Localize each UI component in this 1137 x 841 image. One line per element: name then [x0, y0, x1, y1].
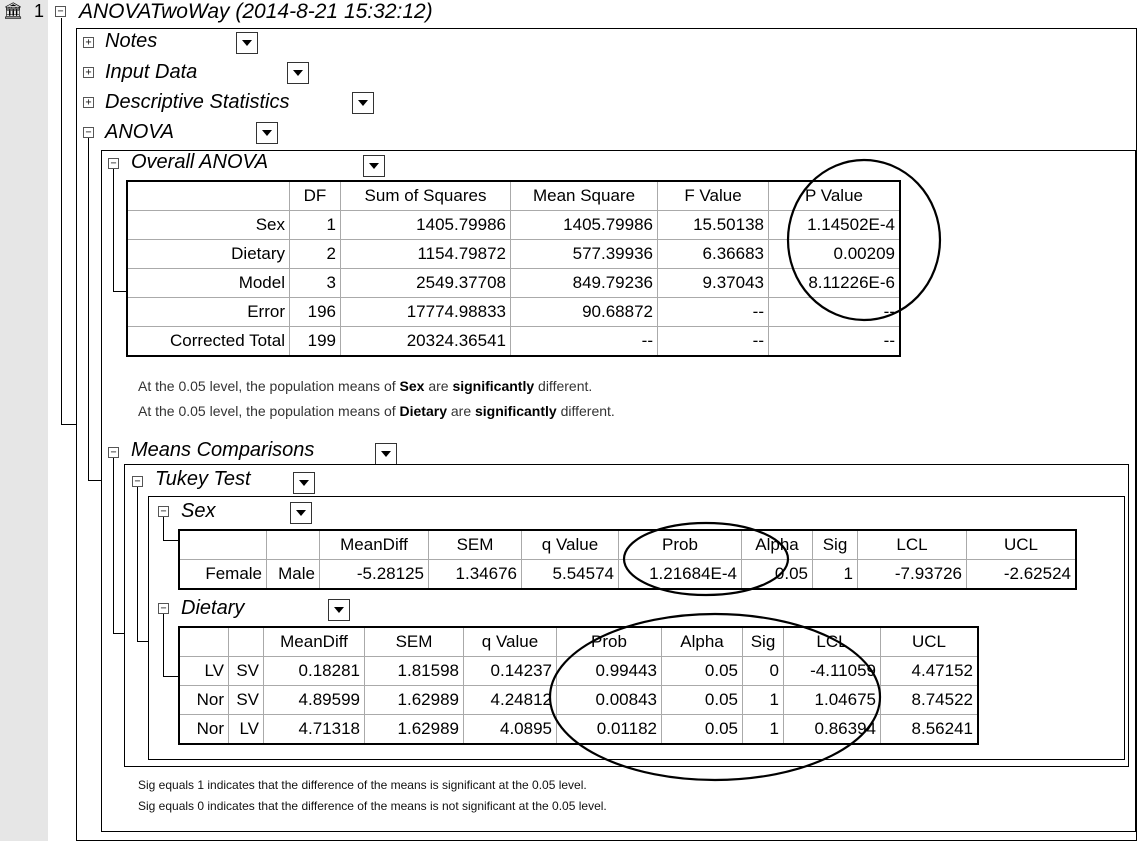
- table-cell: 0.01182: [557, 715, 662, 745]
- table-cell: 0.18281: [264, 657, 365, 686]
- sex-subsection-title: Sex: [181, 500, 216, 522]
- report-title: ANOVATwoWay (2014-8-21 15:32:12): [79, 0, 433, 23]
- table-cell: --: [769, 298, 901, 327]
- table-cell: -2.62524: [967, 560, 1077, 590]
- section-anova[interactable]: ANOVA: [105, 121, 174, 143]
- header-cell: LCL: [858, 530, 967, 560]
- table-cell: 1.34676: [429, 560, 522, 590]
- collapse-tukey-icon[interactable]: −: [132, 476, 143, 487]
- table-cell: 0.86394: [784, 715, 881, 745]
- row-header-cell: Corrected Total: [127, 327, 290, 357]
- table-cell: 1: [813, 560, 858, 590]
- table-cell: 5.54574: [522, 560, 619, 590]
- header-cell: MeanDiff: [320, 530, 429, 560]
- table-cell: 8.74522: [881, 686, 979, 715]
- table-cell: 196: [290, 298, 341, 327]
- table-cell: 15.50138: [658, 211, 769, 240]
- section-input-data[interactable]: Input Data: [105, 61, 198, 83]
- header-cell: UCL: [881, 627, 979, 657]
- table-cell: 1.62989: [365, 686, 464, 715]
- table-cell: 849.79236: [511, 269, 658, 298]
- table-cell: 577.39936: [511, 240, 658, 269]
- header-cell: Mean Square: [511, 181, 658, 211]
- header-cell: q Value: [464, 627, 557, 657]
- table-cell: 6.36683: [658, 240, 769, 269]
- header-cell: MeanDiff: [264, 627, 365, 657]
- header-cell: q Value: [522, 530, 619, 560]
- table-cell: 4.47152: [881, 657, 979, 686]
- header-cell: UCL: [967, 530, 1077, 560]
- table-cell: 1.14502E-4: [769, 211, 901, 240]
- row-header-cell: Nor: [179, 686, 229, 715]
- row-header-cell: LV: [179, 657, 229, 686]
- table-cell: 0.99443: [557, 657, 662, 686]
- table-cell: -4.11059: [784, 657, 881, 686]
- header-cell: P Value: [769, 181, 901, 211]
- significance-note-dietary: At the 0.05 level, the population means of Dietary are significantly different.: [138, 403, 615, 419]
- table-cell: 2549.37708: [341, 269, 511, 298]
- table-cell: 1.21684E-4: [619, 560, 742, 590]
- header-cell: SEM: [429, 530, 522, 560]
- row-header-cell: Nor: [179, 715, 229, 745]
- table-cell: 1405.79986: [511, 211, 658, 240]
- table-cell: 2: [290, 240, 341, 269]
- table-cell: 1.81598: [365, 657, 464, 686]
- table-cell: --: [658, 298, 769, 327]
- collapse-means-comparisons-icon[interactable]: −: [108, 447, 119, 458]
- row-header-cell: Sex: [127, 211, 290, 240]
- row-header-cell: Male: [267, 560, 320, 590]
- table-cell: 8.11226E-6: [769, 269, 901, 298]
- table-cell: 3: [290, 269, 341, 298]
- table-cell: 1.62989: [365, 715, 464, 745]
- significance-note-sex: At the 0.05 level, the population means of Sex are significantly different.: [138, 378, 593, 394]
- table-cell: 1: [743, 715, 784, 745]
- collapse-dietary-icon[interactable]: −: [158, 603, 169, 614]
- table-cell: 199: [290, 327, 341, 357]
- table-cell: 0.05: [662, 686, 743, 715]
- row-number: 1: [34, 1, 45, 21]
- table-cell: 0.05: [662, 657, 743, 686]
- section-descriptive-statistics[interactable]: Descriptive Statistics: [105, 91, 290, 113]
- table-cell: 1405.79986: [341, 211, 511, 240]
- header-cell: Prob: [557, 627, 662, 657]
- table-cell: 0.05: [742, 560, 813, 590]
- table-cell: 1: [743, 686, 784, 715]
- table-cell: 0.00209: [769, 240, 901, 269]
- collapse-anova-icon[interactable]: −: [83, 127, 94, 138]
- header-cell: F Value: [658, 181, 769, 211]
- header-cell: Sum of Squares: [341, 181, 511, 211]
- pvalue-highlight-circle: [788, 160, 940, 320]
- header-cell: SEM: [365, 627, 464, 657]
- footnote-sig-1: Sig equals 1 indicates that the difference of the means is significant at the 0.05 level.: [138, 778, 587, 792]
- table-cell: 1.04675: [784, 686, 881, 715]
- means-comparisons-title: Means Comparisons: [131, 439, 315, 461]
- table-cell: 90.68872: [511, 298, 658, 327]
- table-cell: --: [769, 327, 901, 357]
- expand-notes-icon[interactable]: +: [83, 37, 94, 48]
- table-cell: 4.0895: [464, 715, 557, 745]
- row-header-cell: Error: [127, 298, 290, 327]
- table-cell: -5.28125: [320, 560, 429, 590]
- header-cell: Sig: [813, 530, 858, 560]
- table-cell: 1: [290, 211, 341, 240]
- header-cell: Sig: [743, 627, 784, 657]
- table-cell: 17774.98833: [341, 298, 511, 327]
- header-cell: Alpha: [662, 627, 743, 657]
- collapse-sex-icon[interactable]: −: [158, 506, 169, 517]
- expand-descriptive-stats-icon[interactable]: +: [83, 97, 94, 108]
- overall-anova-title: Overall ANOVA: [131, 151, 269, 173]
- row-header-cell: Female: [179, 560, 267, 590]
- report-lock-icon: 🏛: [3, 3, 24, 20]
- expand-input-data-icon[interactable]: +: [83, 67, 94, 78]
- header-cell: Alpha: [742, 530, 813, 560]
- table-cell: 20324.36541: [341, 327, 511, 357]
- dietary-prob-highlight-circle: [550, 614, 880, 780]
- tukey-test-title: Tukey Test: [155, 468, 251, 490]
- row-header-cell: Dietary: [127, 240, 290, 269]
- table-cell: --: [511, 327, 658, 357]
- table-cell: 4.89599: [264, 686, 365, 715]
- row-header-cell: SV: [229, 657, 264, 686]
- table-cell: -7.93726: [858, 560, 967, 590]
- table-cell: --: [658, 327, 769, 357]
- table-cell: 9.37043: [658, 269, 769, 298]
- section-notes[interactable]: Notes: [105, 30, 158, 52]
- row-header-cell: LV: [229, 715, 264, 745]
- table-cell: 4.71318: [264, 715, 365, 745]
- row-header-cell: Model: [127, 269, 290, 298]
- table-cell: 0.00843: [557, 686, 662, 715]
- collapse-report-icon[interactable]: −: [55, 6, 66, 17]
- dietary-subsection-title: Dietary: [181, 597, 245, 619]
- table-cell: 0: [743, 657, 784, 686]
- footnote-sig-0: Sig equals 0 indicates that the difference of the means is not significant at the 0.05 level.: [138, 799, 607, 813]
- table-cell: 0.14237: [464, 657, 557, 686]
- row-header-cell: SV: [229, 686, 264, 715]
- table-cell: 4.24812: [464, 686, 557, 715]
- table-cell: 0.05: [662, 715, 743, 745]
- header-cell: Prob: [619, 530, 742, 560]
- header-cell: LCL: [784, 627, 881, 657]
- table-cell: 1154.79872: [341, 240, 511, 269]
- header-cell: DF: [290, 181, 341, 211]
- sex-prob-highlight-circle: [624, 523, 788, 595]
- collapse-overall-anova-icon[interactable]: −: [108, 158, 119, 169]
- table-cell: 8.56241: [881, 715, 979, 745]
